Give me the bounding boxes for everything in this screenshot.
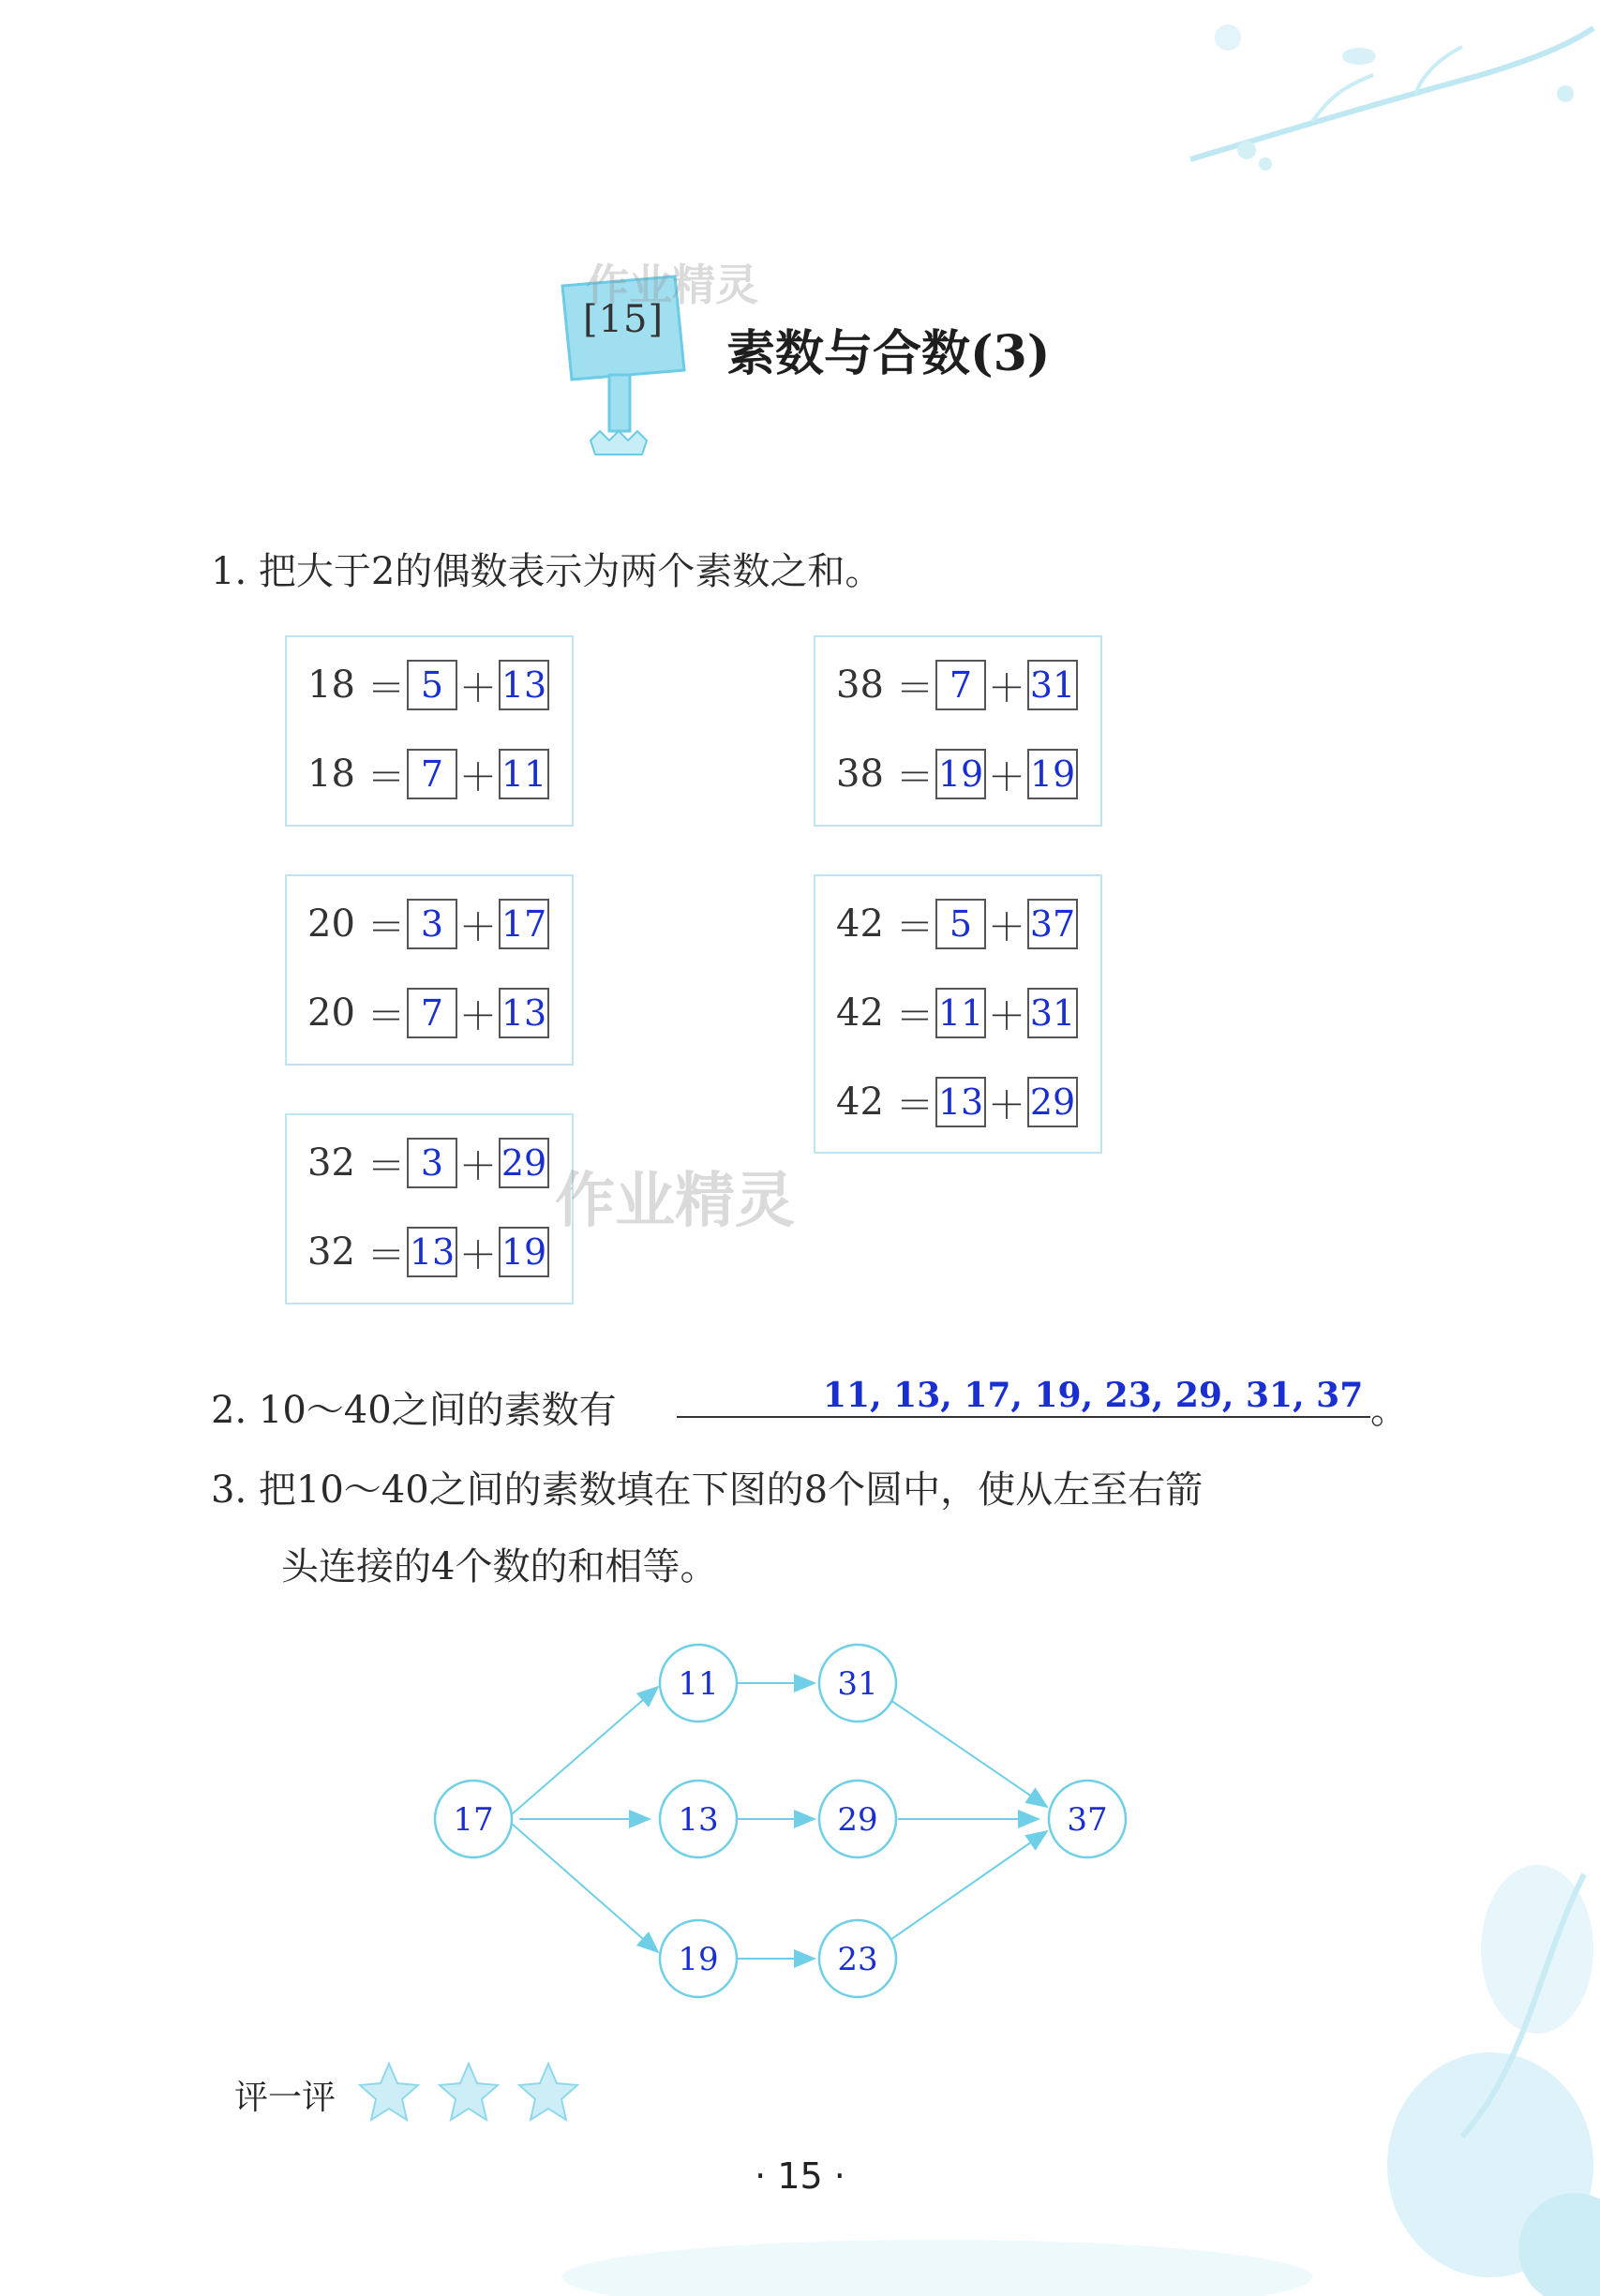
rating-stars [356,2060,591,2125]
arrow [888,1831,1047,1942]
q3-prompt-line2: 头连接的4个数的和相等。 [281,1545,718,1588]
answer-box: 7 [935,660,986,710]
arrow [512,1824,658,1952]
arrow [512,1687,658,1814]
answer-box: 3 [407,899,457,949]
node-value-right: 37 [1067,1801,1108,1839]
node-value-left: 17 [453,1801,494,1839]
equation-row: 32 ＝ 3 ＋ 29 [307,1136,549,1190]
q3-prompt-line1: 3. 把10～40之间的素数填在下图的8个圆中，使从左至右箭 [211,1469,1204,1512]
answer-box: 37 [1027,899,1078,949]
star-icon [519,2064,577,2120]
equation-row: 20 ＝ 7 ＋ 13 [307,986,549,1040]
equation-card-32 [285,1113,574,1305]
answer-box: 19 [1027,749,1078,799]
prime-circle-diagram [412,1631,1144,2005]
answer-box: 11 [935,988,986,1038]
answer-box: 13 [499,660,549,710]
q1-prompt: 1. 把大于2的偶数表示为两个素数之和。 [211,550,883,593]
equation-row: 38 ＝ 7 ＋ 31 [836,658,1078,712]
q2-answer: 11, 13, 17, 19, 23, 29, 31, 37 [823,1376,1364,1415]
lesson-number: [15] [583,298,665,341]
node-value-mid2: 29 [837,1801,878,1839]
corner-branch-decoration [1172,19,1600,178]
node-value-top1: 11 [678,1665,719,1703]
watermark-middle: 作业精灵 [555,1167,795,1236]
equation-row: 42 ＝ 11 ＋ 31 [836,986,1078,1040]
answer-box: 13 [935,1077,986,1127]
equation-card-42 [814,874,1102,1154]
equation-row: 20 ＝ 3 ＋ 17 [307,897,549,951]
rating-label: 评一评 [234,2079,336,2117]
q2-prompt: 2. 10～40之间的素数有 [211,1389,617,1432]
answer-box: 17 [499,899,549,949]
answer-box: 13 [499,988,549,1038]
answer-box: 5 [407,660,457,710]
equation-card-18 [285,635,574,827]
equation-row: 18 ＝ 7 ＋ 11 [307,747,549,801]
q2-end-mark: 。 [1370,1389,1408,1432]
q2-answer-line [677,1416,1370,1418]
equation-card-38 [814,635,1102,827]
answer-box: 19 [935,749,986,799]
answer-box: 19 [499,1227,549,1277]
star-icon [440,2064,498,2120]
equation-card-20 [285,874,574,1066]
answer-box: 11 [499,749,549,799]
answer-box: 5 [935,899,986,949]
bottom-right-floral-decoration [1293,1856,1600,2296]
watermark-top: 作业精灵 [586,260,758,310]
star-icon [360,2064,418,2120]
bottom-left-floral-decoration [562,2184,1312,2296]
answer-box: 7 [407,749,457,799]
answer-box: 31 [1027,988,1078,1038]
answer-box: 13 [407,1227,457,1277]
answer-box: 29 [1027,1077,1078,1127]
node-value-mid1: 13 [678,1801,719,1839]
node-value-top2: 31 [837,1665,878,1703]
node-value-bot2: 23 [837,1941,878,1978]
answer-box: 29 [499,1138,549,1188]
equation-row: 42 ＝ 5 ＋ 37 [836,897,1078,951]
equation-row: 18 ＝ 5 ＋ 13 [307,658,549,712]
answer-box: 31 [1027,660,1078,710]
equation-row: 42 ＝ 13 ＋ 29 [836,1075,1078,1129]
equation-row: 38 ＝ 19 ＋ 19 [836,747,1078,801]
answer-box: 7 [407,988,457,1038]
answer-box: 3 [407,1138,457,1188]
page-number: · 15 · [755,2155,845,2197]
equation-row: 32 ＝ 13 ＋ 19 [307,1225,549,1279]
page-title: 素数与合数(3) [726,325,1051,382]
node-value-bot1: 19 [678,1941,719,1978]
arrow [888,1698,1047,1807]
